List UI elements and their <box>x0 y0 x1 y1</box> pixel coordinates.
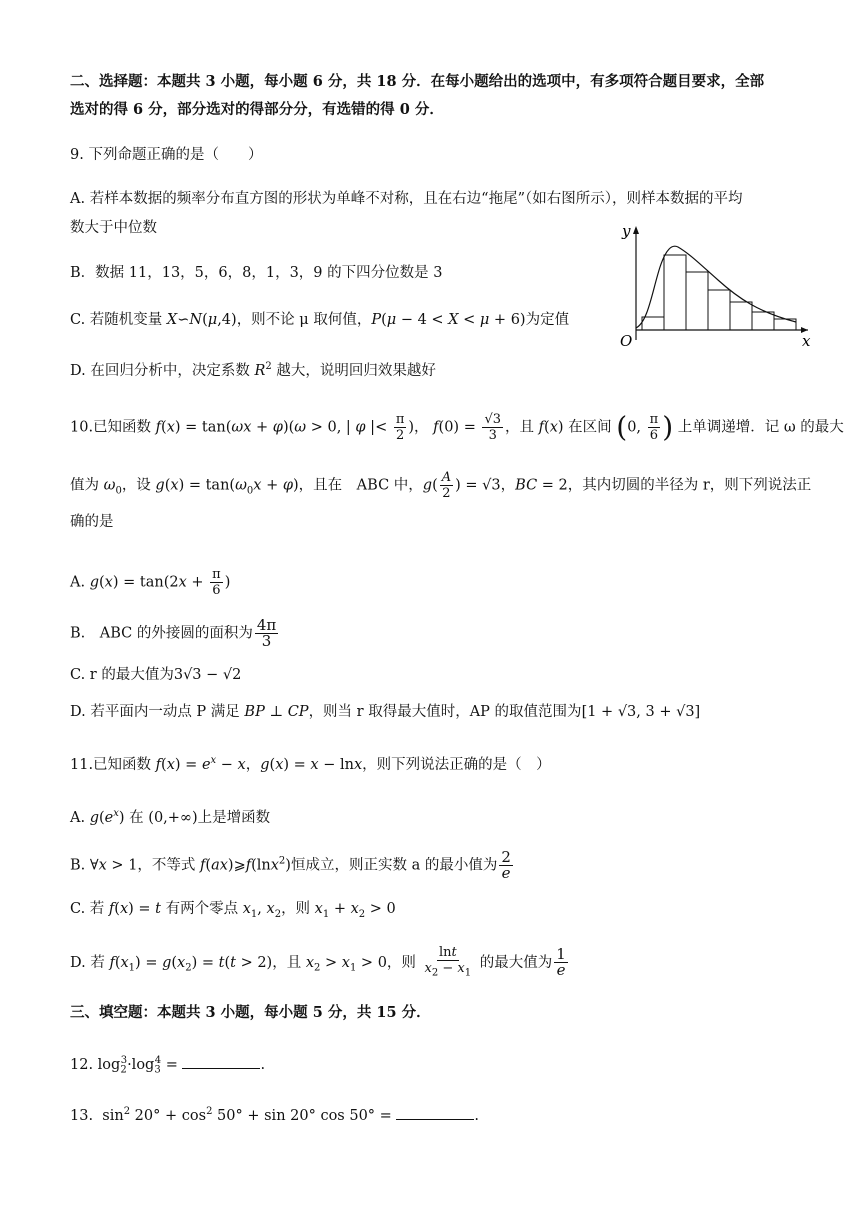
q11-stem: 11.已知函数 $f(x) = e^x - x$，g(x) = x − lnx，则下列说法正确的是（ ） <box>70 755 551 773</box>
q10-line3: 确的是 <box>70 514 114 530</box>
q13-answer-blank[interactable] <box>396 1105 474 1120</box>
q11-option-c: C. 若 f(x) = t 有两个零点 $x_1$, $x_2$，则 $x_1 + x_2 > 0$ <box>70 901 396 920</box>
y-axis-label: y <box>622 222 631 240</box>
q10-option-b: B. ABC 的外接圆的面积为 $\frac{4\pi}{3}$ <box>70 616 277 650</box>
q12-answer-blank[interactable] <box>182 1054 260 1069</box>
q11-option-d: D. 若 $f(x_1) = g(x_2) = t(t > 2)$，且 $x_2 > x_1 > 0$，则 $\frac{\ln t}{x_2 - x_1}$ 的最大值为 $\frac{1}{e}$ <box>70 945 566 980</box>
q13: 13. $\sin^2 20^\circ + \cos^2 50^\circ + \sin 20^\circ$ cos 50° = . <box>70 1106 480 1124</box>
q9-option-c: C. 若随机变量 X∽N(μ,4)，则不论 μ 取何值，P(μ − 4 < X < μ + 6)为定值 <box>70 312 570 328</box>
section3-header: 三、填空题：本题共 3 小题，每小题 5 分，共 15 分． <box>70 1004 431 1021</box>
q10-option-c: C. r 的最大值为3√3 − √2 <box>70 667 242 683</box>
histogram-bar <box>686 272 708 330</box>
section2-header-line2: 选对的得 6 分，部分选对的得部分分，有选错的得 0 分． <box>70 101 444 118</box>
q10-line1: 10.已知函数 f(x) = tan(ωx + φ)(ω > 0, | φ |< $\frac{\pi}{2}$ )， f(0) = $\frac{√3}{3}$ ，且 f(x) 在区间 (0, $\frac{\pi}{6}$ ) 上单调递增．记 ω 的最大 <box>70 410 844 444</box>
histogram-bar <box>730 302 752 330</box>
q9-option-a-line2: 数大于中位数 <box>70 220 157 236</box>
q10-line2: 值为 $\omega_0$，设 $g(x) = \tan(\omega_0x + \varphi)$，且在 ABC 中，g( $\frac{A}{2}$ ) = √3，BC = 2，其内切圆的半径为 r，则下列说法正 <box>70 470 812 501</box>
origin-label: O <box>620 332 633 350</box>
q9-option-a-line1: A. 若样本数据的频率分布直方图的形状为单峰不对称，且在右边“拖尾”（如右图所示），则样本数据的平均 <box>70 191 743 207</box>
q12: 12. $\log_2^3\cdot\log_3^4$ = . <box>70 1055 266 1076</box>
section2-header-line1: 二、选择题：本题共 3 小题，每小题 6 分，共 18 分．在每小题给出的选项中，有多项符合题目要求，全部 <box>70 73 765 90</box>
histogram-bar <box>664 255 686 330</box>
histogram-bar <box>708 290 730 330</box>
q9-option-b: B．数据 11，13，5，6，8，1，3，9 的下四分位数是 3 <box>70 265 443 281</box>
q9-stem: 9. 下列命题正确的是（ ） <box>70 147 263 163</box>
q11-option-a: A. $g(e^x)$ 在 (0,+∞)上是增函数 <box>70 808 271 826</box>
histogram-bars <box>642 255 796 330</box>
q9-option-d: D. 在回归分析中，决定系数 $R^2$ 越大，说明回归效果越好 <box>70 361 436 379</box>
x-axis-label: x <box>802 332 811 350</box>
histogram-bar <box>642 317 664 330</box>
q10-option-d: D. 若平面内一动点 P 满足 BP ⊥ CP，则当 r 取得最大值时，AP 的取值范围为[1 + √3, 3 + √3] <box>70 704 701 720</box>
histogram-bar <box>752 312 774 330</box>
q11-option-b: B. ∀x > 1，不等式 f(ax)⩾f(lnx$^2$)恒成立，则正实数 a 的最小值为 $\frac{2}{e}$ <box>70 848 511 882</box>
density-curve <box>636 246 796 328</box>
q10-option-a: A. g(x) = tan(2x + $\frac{\pi}{6}$ ) <box>70 567 231 598</box>
frequency-histogram-figure <box>618 222 818 352</box>
